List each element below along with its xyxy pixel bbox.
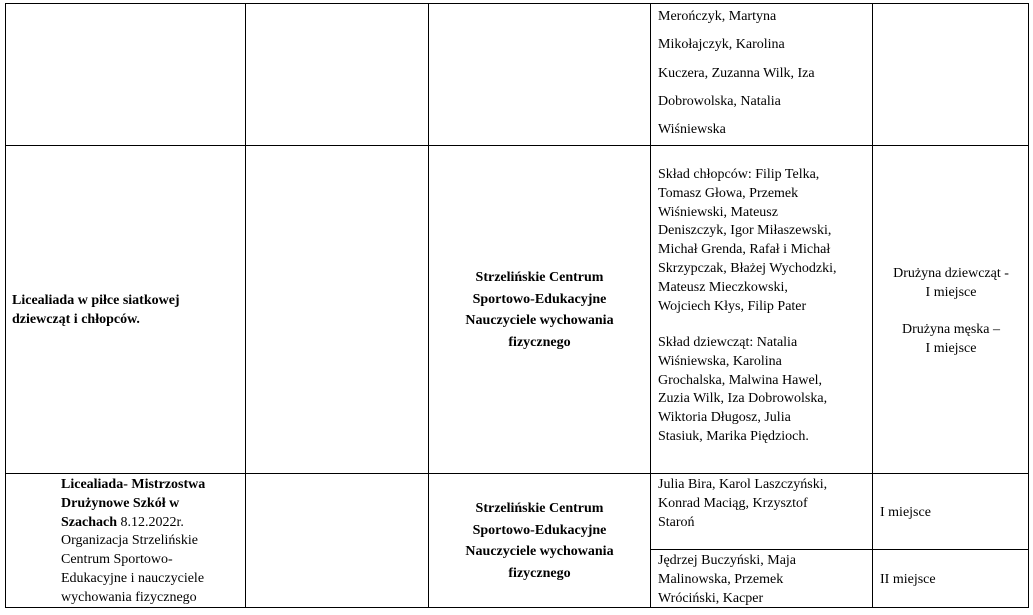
- organizer: Strzelińskie Centrum Sportowo-Edukacyjne Nauczyciele wychowania fizycznego: [465, 501, 614, 581]
- result-team-1: I miejsce: [880, 505, 931, 520]
- organizer: Strzelińskie Centrum Sportowo-Edukacyjne Nauczyciele wychowania fizycznego: [465, 270, 614, 350]
- result-cell: [874, 321, 1028, 359]
- event-title: Licealiada- Mistrzostwa Drużynowe Szkół w Szachach: [61, 477, 206, 530]
- table-border: [5, 3, 6, 608]
- table-row: [61, 476, 243, 608]
- table-border: [650, 3, 651, 608]
- result-girls: Drużyna dziewcząt - I miejsce: [893, 266, 1009, 300]
- result-boys: Drużyna męska – I miejsce: [902, 322, 1000, 356]
- table-border: [245, 3, 246, 608]
- boys-squad: Skład chłopców: Filip Telka, Tomasz Głowa, Przemek Wiśniewski, Mateusz Deniszczyk, Igor Miłaszewski, Michał Grenda, Rafał i Michał Skrzypczak, Błażej Wychodzki, Mateusz Mieczkowski, Wojciech Kłys, Filip Pater: [658, 167, 837, 314]
- table-border: [5, 145, 1029, 146]
- organizer-cell: [430, 267, 649, 353]
- event-organizer-note: Organizacja Strzelińskie Centrum Sportowo- Edukacyjne i nauczyciele wychowania fizycznego: [61, 533, 205, 605]
- participants-cell: [658, 476, 870, 532]
- table-row: [658, 3, 870, 144]
- girls-squad: Skład dziewcząt: Natalia Wiśniewska, Karolina Grochalska, Malwina Hawel, Zuzia Wilk, Iza Dobrowolska, Wiktoria Długosz, Julia Stasiuk, Marika Piędzioch.: [658, 335, 828, 444]
- team-2-players: Jędrzej Buczyński, Maja Malinowska, Przemek Wróciński, Kacper: [658, 553, 797, 606]
- table-border: [650, 549, 1029, 550]
- table-border: [1028, 3, 1029, 608]
- participants-list: Merończyk, Martyna Mikołajczyk, Karolina Kuczera, Zuzanna Wilk, Iza Dobrowolska, Natalia Wiśniewska: [658, 9, 815, 138]
- event-date: 8.12.2022r.: [117, 514, 184, 530]
- result-cell: [880, 504, 1026, 523]
- table-row: [12, 292, 242, 330]
- table-border: [5, 3, 1029, 4]
- team-1-players: Julia Bira, Karol Laszczyński, Konrad Maciąg, Krzysztof Staroń: [658, 477, 828, 530]
- organizer-cell: [430, 498, 649, 584]
- event-title: Licealiada w piłce siatkowej dziewcząt i chłopców.: [12, 293, 180, 327]
- event-description: [61, 476, 243, 608]
- table-border: [872, 3, 873, 608]
- participants-cell: [658, 552, 870, 608]
- table-border: [5, 473, 1029, 474]
- participants-cell: [658, 166, 870, 316]
- result-team-2: II miejsce: [880, 572, 936, 587]
- result-cell: [880, 571, 1026, 590]
- participants-cell: [658, 334, 870, 447]
- result-cell: [874, 265, 1028, 303]
- table-border: [428, 3, 429, 608]
